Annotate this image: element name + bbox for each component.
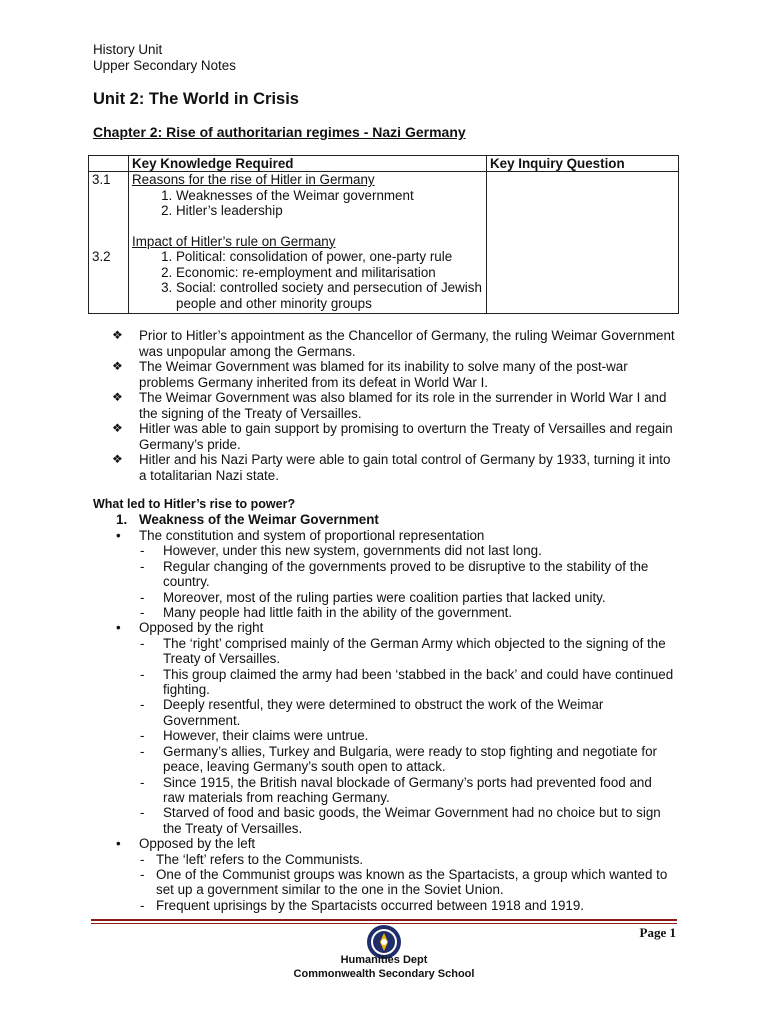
chapter-title: Chapter 2: Rise of authoritarian regimes - Nazi Germany — [93, 124, 466, 140]
footer-rule — [91, 919, 677, 921]
footer-dept: Humanities Dept — [340, 954, 428, 966]
knowledge-list — [132, 249, 483, 311]
sub-item: - Since 1915, the British naval blockade of Germany’s ports had prevented food and raw materials from reaching Germany. — [140, 774, 652, 805]
list-item: ❖ The Weimar Government was blamed for its inability to solve many of the post-war problems Germany inherited from its defeat in World War I. — [112, 359, 628, 390]
dash-icon: - — [140, 851, 145, 867]
section-number: 1. — [116, 512, 128, 527]
page-number: Page 1 — [639, 925, 676, 940]
knowledge-heading: Reasons for the rise of Hitler in Germany — [132, 172, 375, 187]
knowledge-list — [132, 188, 483, 219]
list-item: ❖ Hitler was able to gain support by promising to overturn the Treaty of Versailles and regain Germany’s pride. — [112, 421, 673, 452]
dash-icon: - — [140, 743, 145, 759]
diamond-bullet-icon: ❖ — [112, 328, 123, 342]
list-item: 2. Economic: re-employment and militarisation — [176, 265, 483, 281]
list-item: 1. Political: consolidation of power, one-party rule — [176, 249, 483, 265]
diamond-bullet-icon: ❖ — [112, 421, 123, 435]
list-item: ❖ Hitler and his Nazi Party were able to gain total control of Germany by 1933, turning it into a totalitarian Nazi state. — [112, 452, 671, 483]
header-line-1: History Unit — [93, 42, 163, 57]
section-title: Weakness of the Weimar Government — [139, 512, 379, 527]
bullet-dot-icon: • — [116, 836, 121, 852]
list-item: ❖ Prior to Hitler’s appointment as the Chancellor of Germany, the ruling Weimar Government was unpopular among the Germans. — [112, 328, 675, 359]
sub-item: - Many people had little faith in the ability of the government. — [140, 605, 513, 621]
footer-school: Commonwealth Secondary School — [293, 968, 475, 980]
header-line-2: Upper Secondary Notes — [93, 58, 236, 73]
bullet-dot-icon: • — [116, 620, 121, 636]
diamond-bullet-icon: ❖ — [112, 452, 123, 466]
sub-item: - One of the Communist groups was known as the Spartacists, a group which wanted to set up a government similar to the one in the Soviet Union. — [140, 866, 668, 898]
bullet-item: • Opposed by the right — [116, 620, 264, 636]
sub-item: - Deeply resentful, they were determined to obstruct the work of the Weimar Government. — [140, 697, 604, 728]
dash-icon: - — [140, 635, 145, 651]
dash-icon: - — [140, 866, 145, 882]
key-knowledge-cell — [129, 172, 487, 314]
row-number: 3.2 — [92, 248, 111, 264]
sub-item: - This group claimed the army had been ‘stabbed in the back’ and could have continued fighting. — [140, 666, 674, 698]
sub-item: - Germany’s allies, Turkey and Bulgaria, were ready to stop fighting and negotiate for peace, leaving Germany’s south open to attack. — [140, 743, 657, 775]
section-body — [116, 528, 676, 913]
list-item: 1. Weaknesses of the Weimar government — [176, 188, 483, 204]
dash-icon: - — [140, 897, 145, 913]
dash-icon: - — [140, 589, 145, 605]
inquiry-question-cell — [487, 172, 679, 314]
dash-icon: - — [140, 605, 145, 621]
intro-points — [112, 328, 678, 483]
dash-icon: - — [140, 558, 145, 574]
table-row — [89, 172, 679, 314]
sub-item: - Moreover, most of the ruling parties were coalition parties that lacked unity. — [140, 589, 606, 605]
diamond-bullet-icon: ❖ — [112, 359, 123, 373]
dash-icon: - — [140, 543, 145, 559]
table-header-knowledge: Key Knowledge Required — [129, 156, 487, 172]
dash-icon: - — [140, 697, 145, 713]
page-header — [93, 42, 236, 74]
dash-icon: - — [140, 728, 145, 744]
dash-icon: - — [140, 805, 145, 821]
sub-item: - The ‘left’ refers to the Communists. — [140, 851, 364, 867]
dash-icon: - — [140, 666, 145, 682]
key-knowledge-table — [88, 155, 679, 314]
bullet-dot-icon: • — [116, 528, 121, 543]
sub-item: - However, their claims were untrue. — [140, 728, 369, 744]
section-question: What led to Hitler’s rise to power? — [93, 497, 296, 511]
sub-item: - Frequent uprisings by the Spartacists occurred between 1918 and 1919. — [140, 897, 585, 913]
diamond-bullet-icon: ❖ — [112, 390, 123, 404]
list-item: ❖ The Weimar Government was also blamed for its role in the surrender in World War I and the signing of the Treaty of Versailles. — [112, 390, 667, 421]
dash-icon: - — [140, 774, 145, 790]
section-heading — [116, 512, 379, 527]
bullet-item: • Opposed by the left — [116, 836, 256, 852]
sub-item: - The ‘right’ comprised mainly of the German Army which objected to the signing of the Treaty of Versailles. — [140, 635, 666, 667]
knowledge-heading: Impact of Hitler’s rule on Germany — [132, 233, 336, 249]
row-number: 3.1 — [92, 172, 111, 187]
sub-item: - Regular changing of the governments proved to be disruptive to the stability of the country. — [140, 558, 649, 590]
table-header-num — [89, 156, 129, 172]
bullet-item: • The constitution and system of proportional representation — [116, 528, 485, 543]
sub-item: - However, under this new system, governments did not last long. — [140, 543, 542, 559]
table-header-inquiry: Key Inquiry Question — [487, 156, 679, 172]
table-header-row — [89, 156, 679, 172]
list-item: 3. Social: controlled society and persecution of Jewish people and other minority groups — [176, 280, 483, 311]
unit-title: Unit 2: The World in Crisis — [93, 90, 299, 108]
row-numbers — [89, 172, 129, 314]
list-item: 2. Hitler’s leadership — [176, 203, 483, 219]
sub-item: - Starved of food and basic goods, the Weimar Government had no choice but to sign the Treaty of Versailles. — [140, 805, 661, 836]
